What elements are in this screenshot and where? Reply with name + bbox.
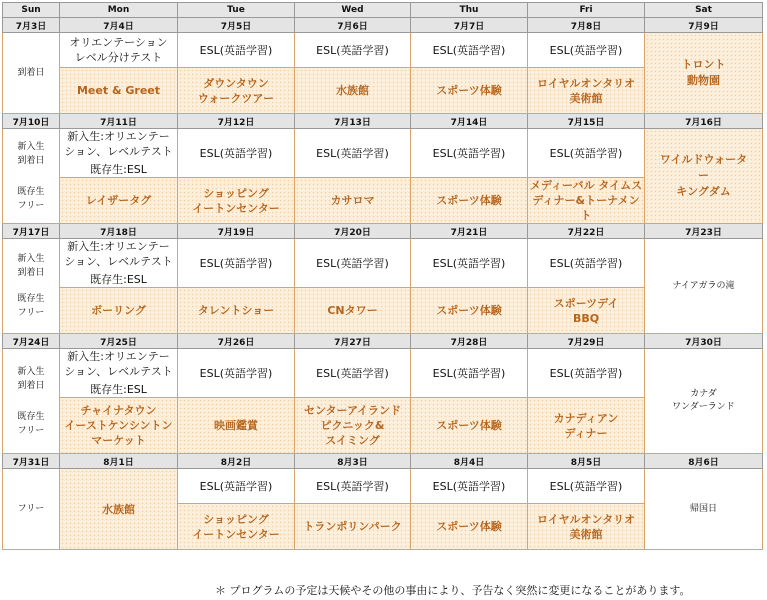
date-cell: 7月22日 xyxy=(528,224,645,239)
activity-label: トランポリンパーク xyxy=(303,520,402,533)
activity-label: 映画鑑賞 xyxy=(214,419,258,432)
esl-cell: ESL(英語学習) xyxy=(528,239,645,288)
date-cell: 7月9日 xyxy=(645,18,763,33)
activity-label: ショッピング イートンセンター xyxy=(192,186,280,215)
esl-cell: ESL(英語学習) xyxy=(411,469,528,504)
date-cell: 7月31日 xyxy=(3,454,60,469)
activity-label: ダウンタウン ウォークツアー xyxy=(197,76,275,105)
activity-cell xyxy=(411,178,528,224)
date-row xyxy=(3,224,763,239)
esl-cell: ESL(英語学習) xyxy=(295,33,411,68)
date-row xyxy=(3,454,763,469)
activity-cell xyxy=(178,398,295,454)
activity-cell xyxy=(60,469,178,550)
activity-label: 水族館 xyxy=(102,502,135,516)
activity-cell xyxy=(178,68,295,114)
weekday-sun: Sun xyxy=(3,3,60,18)
activity-label: スポーツ体験 xyxy=(436,84,502,97)
sunday-cell xyxy=(3,33,60,114)
date-row xyxy=(3,114,763,129)
date-cell: 7月26日 xyxy=(178,334,295,349)
orientation-label: 新入生:オリエンテー ション、レベルテスト xyxy=(64,350,173,378)
date-row xyxy=(3,18,763,33)
esl-cell: ESL(英語学習) xyxy=(528,33,645,68)
activity-cell xyxy=(528,398,645,454)
esl-cell: ESL(英語学習) xyxy=(528,469,645,504)
activity-label: ボーリング xyxy=(91,304,146,317)
activity-label: スポーツ体験 xyxy=(436,520,502,533)
activity-label: スポーツ体験 xyxy=(436,304,502,317)
orientation-cell xyxy=(60,349,178,398)
sunday-cell xyxy=(3,239,60,334)
date-cell: 7月13日 xyxy=(295,114,411,129)
orientation-label: オリエンテーション レベル分けテスト xyxy=(69,36,168,64)
activity-label: チャイナタウン イーストケンシントン マーケット xyxy=(64,404,173,447)
activity-label: Meet & Greet xyxy=(76,84,160,97)
activity-cell xyxy=(411,504,528,550)
activity-cell xyxy=(411,288,528,334)
date-cell: 7月18日 xyxy=(60,224,178,239)
sunday-cell xyxy=(3,349,60,454)
esl-cell: ESL(英語学習) xyxy=(178,469,295,504)
orientation-label: 新入生:オリエンテー ション、レベルテスト xyxy=(64,130,173,158)
esl-cell: ESL(英語学習) xyxy=(411,33,528,68)
activity-label: タレントショー xyxy=(197,304,275,317)
orientation-cell xyxy=(60,239,178,288)
saturday-cell xyxy=(645,129,763,224)
activity-cell xyxy=(295,398,411,454)
activity-label: ショッピング イートンセンター xyxy=(192,512,280,541)
date-cell: 7月5日 xyxy=(178,18,295,33)
schedule-footnote: ＊ プログラムの予定は天候やその他の事由により、予告なく突然に変更になることがあります。 xyxy=(215,584,691,597)
activity-cell xyxy=(528,504,645,550)
existing-student-note: 既存生:ESL xyxy=(90,383,147,396)
saturday-activity: ナイアガラの滝 xyxy=(672,280,735,291)
activity-cell xyxy=(411,398,528,454)
weekday-header-row xyxy=(3,3,763,18)
orientation-cell xyxy=(60,33,178,68)
date-cell: 7月8日 xyxy=(528,18,645,33)
activity-cell xyxy=(60,398,178,454)
saturday-cell xyxy=(645,349,763,454)
esl-cell: ESL(英語学習) xyxy=(178,239,295,288)
activity-cell xyxy=(411,68,528,114)
date-cell: 7月14日 xyxy=(411,114,528,129)
weekday-wed: Wed xyxy=(295,3,411,18)
sunday-note: 新入生 到着日 xyxy=(17,366,45,391)
activity-label: 水族館 xyxy=(336,84,369,97)
date-cell: 7月30日 xyxy=(645,334,763,349)
activity-cell xyxy=(528,68,645,114)
schedule-calendar xyxy=(2,2,763,550)
date-cell: 7月29日 xyxy=(528,334,645,349)
date-cell: 7月6日 xyxy=(295,18,411,33)
sunday-note: 新入生 到着日 xyxy=(17,141,45,166)
esl-cell: ESL(英語学習) xyxy=(411,129,528,178)
date-cell: 8月1日 xyxy=(60,454,178,469)
date-cell: 7月19日 xyxy=(178,224,295,239)
activity-cell xyxy=(295,504,411,550)
date-cell: 7月15日 xyxy=(528,114,645,129)
date-cell: 7月4日 xyxy=(60,18,178,33)
date-cell: 8月5日 xyxy=(528,454,645,469)
weekday-fri: Fri xyxy=(528,3,645,18)
sunday-note: 既存生 フリー xyxy=(17,411,45,436)
activity-cell xyxy=(295,68,411,114)
weekday-tue: Tue xyxy=(178,3,295,18)
weekday-thu: Thu xyxy=(411,3,528,18)
activity-label: センターアイランド ピクニック& スイミング xyxy=(303,404,402,447)
saturday-activity: ワイルドウォータ ー キングダム xyxy=(659,153,748,198)
date-cell: 7月11日 xyxy=(60,114,178,129)
date-cell: 7月3日 xyxy=(3,18,60,33)
sunday-note: 到着日 xyxy=(17,68,45,78)
esl-cell: ESL(英語学習) xyxy=(528,349,645,398)
saturday-activity: 帰国日 xyxy=(689,503,717,514)
activity-cell xyxy=(178,288,295,334)
sunday-note: 既存生 フリー xyxy=(17,293,45,318)
saturday-cell xyxy=(645,469,763,550)
activity-cell xyxy=(295,288,411,334)
existing-student-note: 既存生:ESL xyxy=(90,273,147,286)
esl-cell: ESL(英語学習) xyxy=(295,349,411,398)
activity-label: スポーツ体験 xyxy=(436,194,502,207)
sunday-cell xyxy=(3,129,60,224)
sunday-note: フリー xyxy=(17,504,45,514)
esl-cell: ESL(英語学習) xyxy=(411,349,528,398)
orientation-label: 新入生:オリエンテー ション、レベルテスト xyxy=(64,240,173,268)
saturday-activity: トロント 動物園 xyxy=(681,58,726,87)
activity-cell xyxy=(178,504,295,550)
date-cell: 8月4日 xyxy=(411,454,528,469)
activity-cell xyxy=(60,178,178,224)
esl-cell: ESL(英語学習) xyxy=(295,239,411,288)
esl-cell: ESL(英語学習) xyxy=(295,129,411,178)
esl-cell: ESL(英語学習) xyxy=(178,33,295,68)
saturday-cell xyxy=(645,33,763,114)
activity-label: レイザータグ xyxy=(85,194,152,207)
sunday-cell xyxy=(3,469,60,550)
activity-label: ロイヤルオンタリオ 美術館 xyxy=(536,512,635,541)
date-cell: 7月17日 xyxy=(3,224,60,239)
saturday-cell xyxy=(645,239,763,334)
saturday-activity: カナダ ワンダーランド xyxy=(672,389,735,412)
activity-label: CNタワー xyxy=(327,304,378,317)
date-cell: 7月25日 xyxy=(60,334,178,349)
weekday-sat: Sat xyxy=(645,3,763,18)
date-cell: 7月10日 xyxy=(3,114,60,129)
activity-label: カナディアン ディナー xyxy=(553,411,619,440)
date-cell: 7月12日 xyxy=(178,114,295,129)
activity-label: ロイヤルオンタリオ 美術館 xyxy=(536,76,635,105)
date-cell: 7月16日 xyxy=(645,114,763,129)
activity-cell xyxy=(528,178,645,224)
sunday-note: 新入生 到着日 xyxy=(17,254,45,279)
date-cell: 7月28日 xyxy=(411,334,528,349)
date-cell: 7月24日 xyxy=(3,334,60,349)
esl-cell: ESL(英語学習) xyxy=(411,239,528,288)
activity-cell xyxy=(295,178,411,224)
sunday-note: 既存生 フリー xyxy=(17,186,45,211)
activity-label: メディーバル タイムス ディナー&トーナメント xyxy=(529,179,643,222)
orientation-cell xyxy=(60,129,178,178)
esl-cell: ESL(英語学習) xyxy=(178,129,295,178)
activity-cell xyxy=(60,288,178,334)
esl-cell: ESL(英語学習) xyxy=(295,469,411,504)
date-cell: 7月20日 xyxy=(295,224,411,239)
date-cell: 8月6日 xyxy=(645,454,763,469)
esl-cell: ESL(英語学習) xyxy=(528,129,645,178)
activity-label: スポーツ体験 xyxy=(436,419,502,432)
activity-cell xyxy=(60,68,178,114)
date-cell: 7月27日 xyxy=(295,334,411,349)
weekday-mon: Mon xyxy=(60,3,178,18)
date-cell: 7月23日 xyxy=(645,224,763,239)
date-row xyxy=(3,334,763,349)
activity-cell xyxy=(178,178,295,224)
activity-cell xyxy=(528,288,645,334)
date-cell: 8月3日 xyxy=(295,454,411,469)
activity-label: スポーツデイ BBQ xyxy=(553,296,619,325)
existing-student-note: 既存生:ESL xyxy=(90,163,147,176)
date-cell: 7月7日 xyxy=(411,18,528,33)
date-cell: 8月2日 xyxy=(178,454,295,469)
date-cell: 7月21日 xyxy=(411,224,528,239)
activity-label: カサロマ xyxy=(330,194,375,207)
esl-cell: ESL(英語学習) xyxy=(178,349,295,398)
